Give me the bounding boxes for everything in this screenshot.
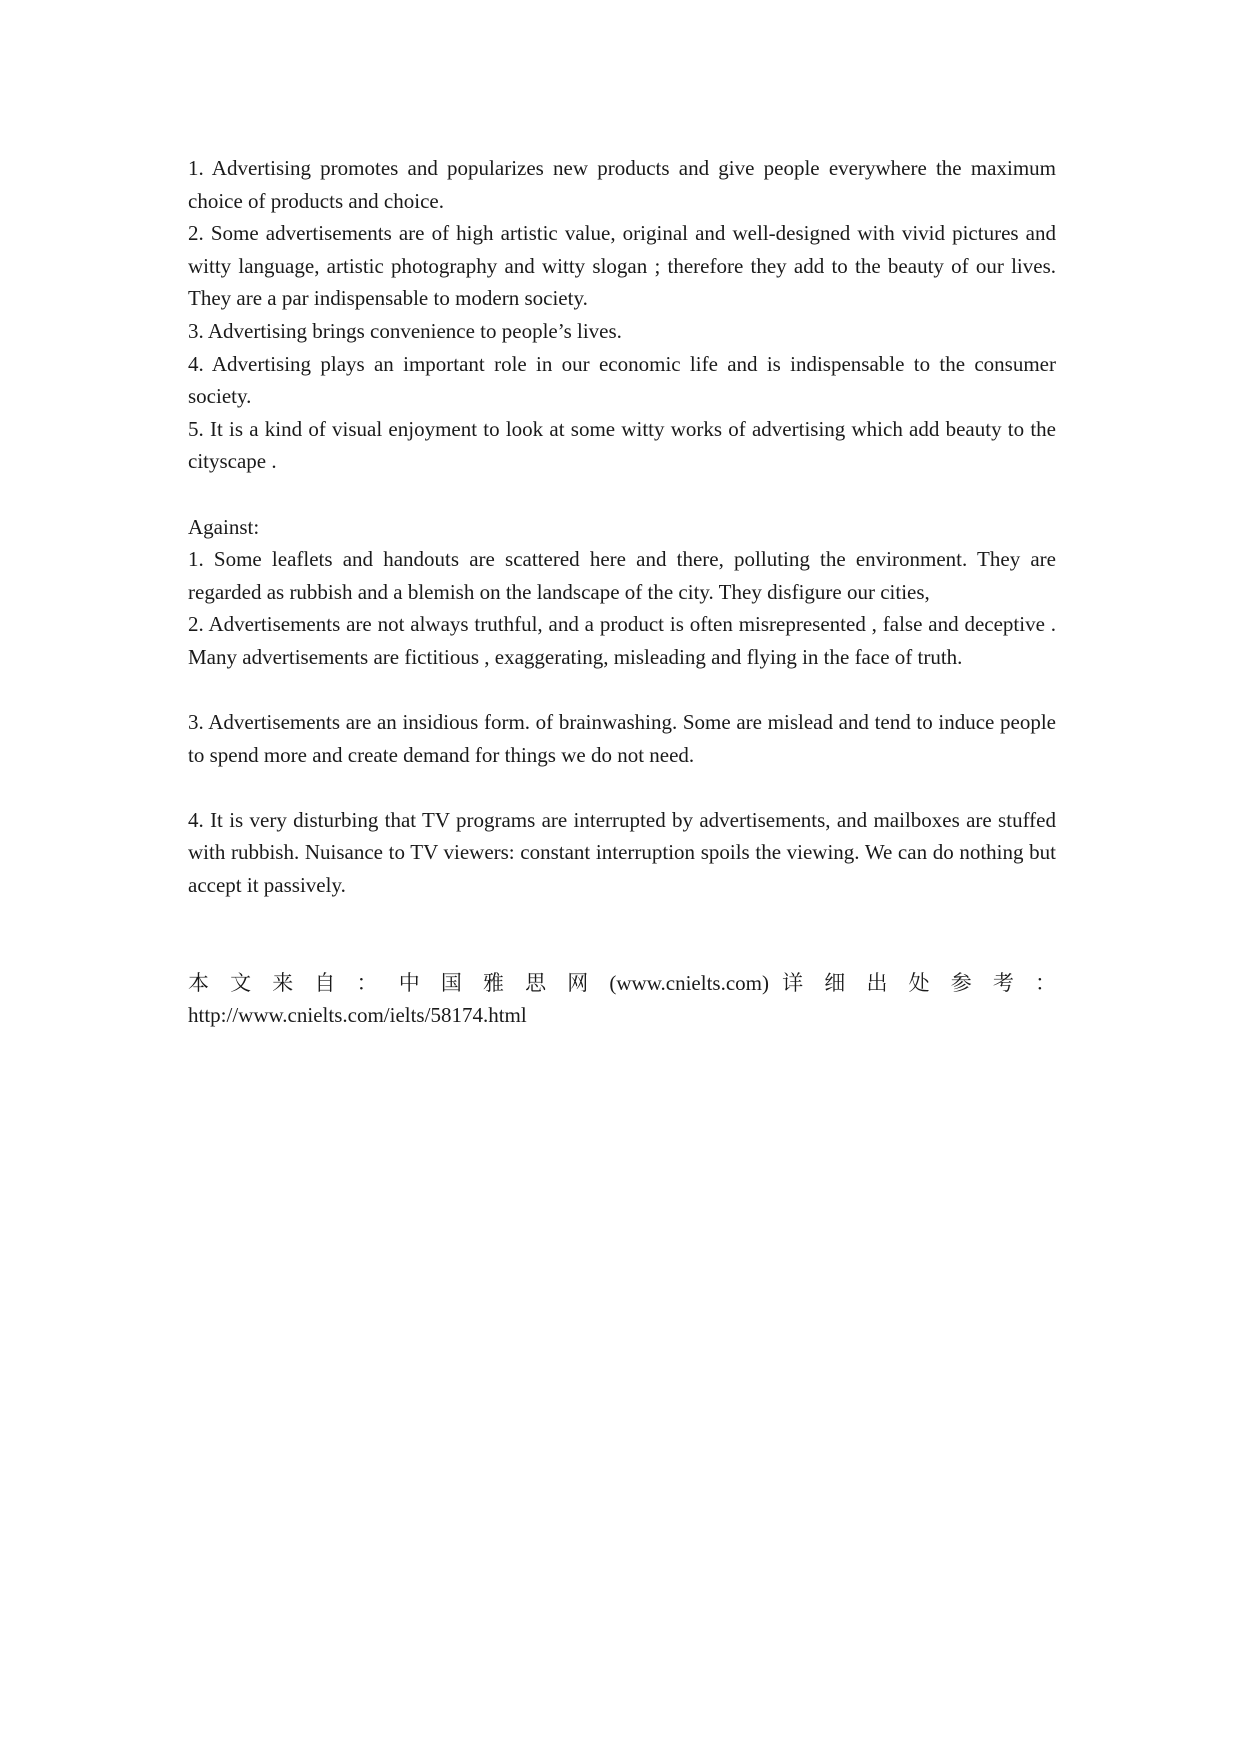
against-item-2: 2. Advertisements are not always truthful, and a product is often misrepresented , false and deceptive . Many advertisements are fictitious , exaggerating, misleading and flying in the face of truth. [188,612,1056,669]
against-item-3: 3. Advertisements are an insidious form. of brainwashing. Some are mislead and tend to induce people to spend more and create demand for things we do not need. [188,710,1056,767]
spacer [188,771,1056,804]
for-item-4: 4. Advertising plays an important role in our economic life and is indispensable to the consumer society. [188,351,1056,409]
source-attribution: 本 文 来 自 ： 中 国 雅 思 网 (www.cnielts.com) 详 细 出 处 参 考 ： [188,970,1056,995]
spacer [188,902,1056,967]
spacer [188,674,1056,707]
for-item-3: 3. Advertising brings convenience to people’s lives. [188,318,622,343]
against-item-4: 4. It is very disturbing that TV programs are interrupted by advertisements, and mailboxes are stuffed with rubbish. Nuisance to TV viewers: constant interruption spoils the viewing. We can do nothing but accept it passively. [188,807,1056,898]
against-item-1: 1. Some leaflets and handouts are scattered here and there, polluting the environment. They are regarded as rubbish and a blemish on the landscape of the city. They disfigure our cities, [188,547,1056,604]
source-url[interactable]: http://www.cnielts.com/ielts/58174.html [188,1003,527,1028]
document-page [188,152,1056,1032]
for-item-5: 5. It is a kind of visual enjoyment to look at some witty works of advertising which add beauty to the cityscape . [188,416,1056,474]
spacer [188,478,1056,511]
for-item-1: 1. Advertising promotes and popularizes new products and give people everywhere the maximum choice of products and choice. [188,156,1056,213]
against-heading: Against: [188,514,260,539]
for-item-2: 2. Some advertisements are of high artistic value, original and well-designed with vivid pictures and witty language, artistic photography and witty slogan ; therefore they add to the beauty of our lives. They are a par indispensable to modern society. [188,221,1056,311]
